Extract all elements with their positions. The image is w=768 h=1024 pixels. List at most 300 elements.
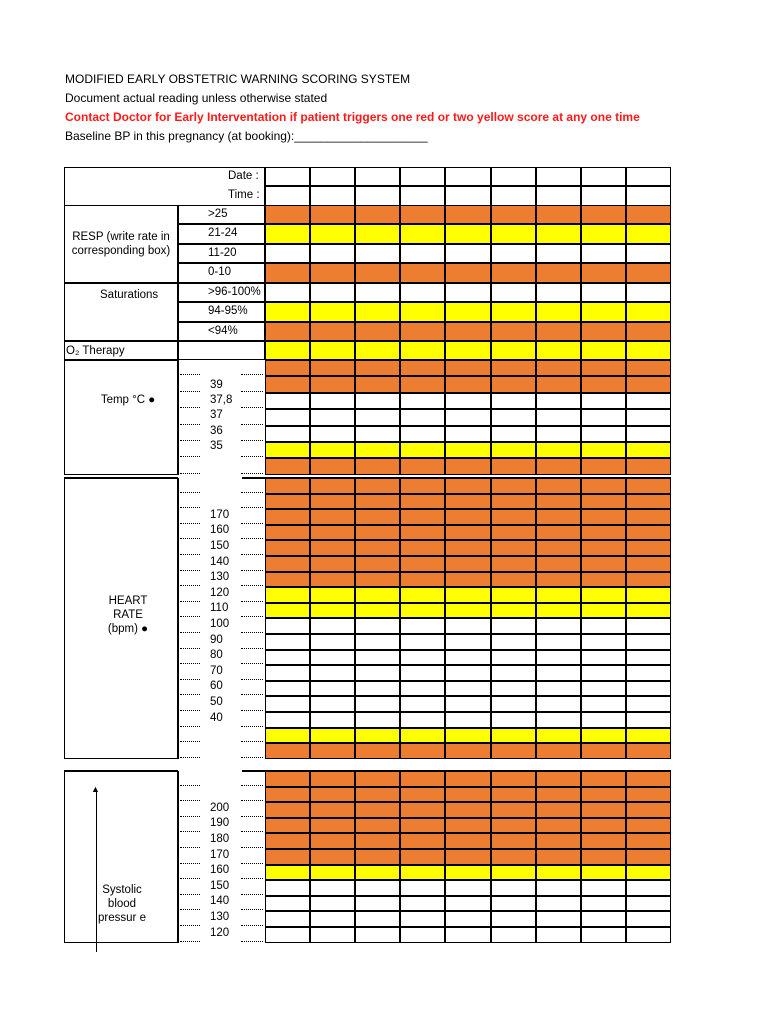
score-cell[interactable]: [265, 509, 310, 525]
score-cell[interactable]: [626, 818, 671, 834]
score-cell[interactable]: [355, 603, 400, 619]
score-cell[interactable]: [445, 360, 490, 376]
score-cell[interactable]: [310, 728, 355, 744]
score-cell[interactable]: [310, 833, 355, 849]
score-cell[interactable]: [581, 818, 626, 834]
score-cell[interactable]: [626, 681, 671, 697]
score-cell[interactable]: [491, 478, 536, 494]
score-cell[interactable]: [581, 712, 626, 728]
time-entry-cell[interactable]: [581, 186, 626, 205]
score-cell[interactable]: [491, 927, 536, 943]
score-cell[interactable]: [536, 509, 581, 525]
score-cell[interactable]: [491, 650, 536, 666]
score-cell[interactable]: [581, 205, 626, 224]
score-cell[interactable]: [310, 634, 355, 650]
score-cell[interactable]: [355, 360, 400, 376]
score-cell[interactable]: [581, 224, 626, 243]
score-cell[interactable]: [536, 572, 581, 588]
score-cell[interactable]: [536, 458, 581, 474]
score-cell[interactable]: [581, 556, 626, 572]
score-cell[interactable]: [445, 205, 490, 224]
score-cell[interactable]: [265, 681, 310, 697]
score-cell[interactable]: [355, 696, 400, 712]
score-cell[interactable]: [536, 376, 581, 392]
score-cell[interactable]: [445, 818, 490, 834]
score-cell[interactable]: [310, 603, 355, 619]
score-cell[interactable]: [310, 927, 355, 943]
score-cell[interactable]: [536, 263, 581, 282]
score-cell[interactable]: [265, 426, 310, 442]
score-cell[interactable]: [310, 302, 355, 321]
time-entry-cell[interactable]: [400, 186, 445, 205]
score-cell[interactable]: [265, 442, 310, 458]
score-cell[interactable]: [626, 393, 671, 409]
score-cell[interactable]: [445, 927, 490, 943]
score-cell[interactable]: [355, 634, 400, 650]
score-cell[interactable]: [536, 341, 581, 360]
date-entry-cell[interactable]: [581, 167, 626, 186]
score-cell[interactable]: [581, 478, 626, 494]
score-cell[interactable]: [265, 927, 310, 943]
score-cell[interactable]: [265, 525, 310, 541]
score-cell[interactable]: [400, 743, 445, 759]
score-cell[interactable]: [310, 409, 355, 425]
score-cell[interactable]: [400, 865, 445, 881]
score-cell[interactable]: [265, 802, 310, 818]
score-cell[interactable]: [310, 509, 355, 525]
score-cell[interactable]: [581, 618, 626, 634]
score-cell[interactable]: [491, 849, 536, 865]
score-cell[interactable]: [445, 302, 490, 321]
score-cell[interactable]: [445, 665, 490, 681]
score-cell[interactable]: [400, 302, 445, 321]
score-cell[interactable]: [265, 322, 310, 341]
score-cell[interactable]: [400, 802, 445, 818]
score-cell[interactable]: [491, 802, 536, 818]
score-cell[interactable]: [265, 572, 310, 588]
score-cell[interactable]: [491, 322, 536, 341]
score-cell[interactable]: [536, 360, 581, 376]
score-cell[interactable]: [491, 360, 536, 376]
score-cell[interactable]: [400, 509, 445, 525]
score-cell[interactable]: [310, 896, 355, 912]
score-cell[interactable]: [355, 787, 400, 803]
score-cell[interactable]: [536, 603, 581, 619]
date-entry-cell[interactable]: [310, 167, 355, 186]
score-cell[interactable]: [491, 818, 536, 834]
score-cell[interactable]: [400, 728, 445, 744]
score-cell[interactable]: [445, 494, 490, 510]
score-cell[interactable]: [310, 540, 355, 556]
score-cell[interactable]: [536, 787, 581, 803]
score-cell[interactable]: [581, 896, 626, 912]
score-cell[interactable]: [355, 244, 400, 263]
score-cell[interactable]: [626, 540, 671, 556]
score-cell[interactable]: [400, 880, 445, 896]
score-cell[interactable]: [445, 880, 490, 896]
date-entry-cell[interactable]: [265, 167, 310, 186]
score-cell[interactable]: [310, 880, 355, 896]
score-cell[interactable]: [626, 426, 671, 442]
score-cell[interactable]: [310, 525, 355, 541]
score-cell[interactable]: [626, 224, 671, 243]
score-cell[interactable]: [536, 927, 581, 943]
score-cell[interactable]: [355, 393, 400, 409]
score-cell[interactable]: [445, 263, 490, 282]
score-cell[interactable]: [445, 224, 490, 243]
score-cell[interactable]: [581, 865, 626, 881]
score-cell[interactable]: [310, 360, 355, 376]
score-cell[interactable]: [626, 927, 671, 943]
score-cell[interactable]: [626, 494, 671, 510]
score-cell[interactable]: [626, 478, 671, 494]
score-cell[interactable]: [445, 771, 490, 787]
score-cell[interactable]: [491, 525, 536, 541]
score-cell[interactable]: [445, 322, 490, 341]
score-cell[interactable]: [445, 283, 490, 302]
score-cell[interactable]: [445, 696, 490, 712]
score-cell[interactable]: [581, 650, 626, 666]
score-cell[interactable]: [581, 787, 626, 803]
score-cell[interactable]: [400, 341, 445, 360]
score-cell[interactable]: [445, 849, 490, 865]
score-cell[interactable]: [265, 880, 310, 896]
score-cell[interactable]: [355, 911, 400, 927]
score-cell[interactable]: [536, 556, 581, 572]
score-cell[interactable]: [265, 833, 310, 849]
score-cell[interactable]: [536, 833, 581, 849]
score-cell[interactable]: [491, 341, 536, 360]
score-cell[interactable]: [310, 426, 355, 442]
score-cell[interactable]: [536, 205, 581, 224]
score-cell[interactable]: [626, 696, 671, 712]
score-cell[interactable]: [491, 634, 536, 650]
score-cell[interactable]: [626, 603, 671, 619]
time-entry-cell[interactable]: [626, 186, 671, 205]
score-cell[interactable]: [491, 572, 536, 588]
score-cell[interactable]: [310, 478, 355, 494]
score-cell[interactable]: [355, 478, 400, 494]
score-cell[interactable]: [355, 681, 400, 697]
score-cell[interactable]: [310, 865, 355, 881]
score-cell[interactable]: [626, 896, 671, 912]
score-cell[interactable]: [536, 696, 581, 712]
score-cell[interactable]: [265, 771, 310, 787]
score-cell[interactable]: [491, 833, 536, 849]
score-cell[interactable]: [355, 728, 400, 744]
score-cell[interactable]: [310, 681, 355, 697]
score-cell[interactable]: [581, 849, 626, 865]
score-cell[interactable]: [581, 603, 626, 619]
score-cell[interactable]: [310, 665, 355, 681]
score-cell[interactable]: [400, 911, 445, 927]
score-cell[interactable]: [265, 728, 310, 744]
score-cell[interactable]: [536, 587, 581, 603]
time-entry-cell[interactable]: [310, 186, 355, 205]
score-cell[interactable]: [445, 525, 490, 541]
score-cell[interactable]: [536, 802, 581, 818]
score-cell[interactable]: [355, 341, 400, 360]
date-entry-cell[interactable]: [536, 167, 581, 186]
score-cell[interactable]: [265, 818, 310, 834]
score-cell[interactable]: [355, 224, 400, 243]
score-cell[interactable]: [400, 896, 445, 912]
score-cell[interactable]: [536, 618, 581, 634]
score-cell[interactable]: [491, 712, 536, 728]
score-cell[interactable]: [581, 587, 626, 603]
time-entry-cell[interactable]: [536, 186, 581, 205]
score-cell[interactable]: [445, 376, 490, 392]
score-cell[interactable]: [581, 833, 626, 849]
score-cell[interactable]: [491, 696, 536, 712]
score-cell[interactable]: [400, 205, 445, 224]
score-cell[interactable]: [310, 743, 355, 759]
score-cell[interactable]: [445, 634, 490, 650]
score-cell[interactable]: [581, 341, 626, 360]
score-cell[interactable]: [265, 478, 310, 494]
score-cell[interactable]: [491, 244, 536, 263]
score-cell[interactable]: [310, 341, 355, 360]
score-cell[interactable]: [400, 525, 445, 541]
score-cell[interactable]: [445, 865, 490, 881]
score-cell[interactable]: [445, 442, 490, 458]
score-cell[interactable]: [536, 896, 581, 912]
score-cell[interactable]: [355, 283, 400, 302]
score-cell[interactable]: [400, 818, 445, 834]
score-cell[interactable]: [400, 787, 445, 803]
score-cell[interactable]: [400, 442, 445, 458]
score-cell[interactable]: [491, 618, 536, 634]
score-cell[interactable]: [581, 634, 626, 650]
score-cell[interactable]: [310, 650, 355, 666]
score-cell[interactable]: [536, 393, 581, 409]
score-cell[interactable]: [445, 458, 490, 474]
score-cell[interactable]: [536, 880, 581, 896]
score-cell[interactable]: [265, 393, 310, 409]
score-cell[interactable]: [536, 322, 581, 341]
score-cell[interactable]: [581, 302, 626, 321]
score-cell[interactable]: [536, 224, 581, 243]
score-cell[interactable]: [400, 603, 445, 619]
score-cell[interactable]: [581, 525, 626, 541]
score-cell[interactable]: [310, 556, 355, 572]
time-entry-cell[interactable]: [355, 186, 400, 205]
score-cell[interactable]: [355, 409, 400, 425]
score-cell[interactable]: [400, 587, 445, 603]
score-cell[interactable]: [355, 849, 400, 865]
score-cell[interactable]: [265, 540, 310, 556]
score-cell[interactable]: [265, 618, 310, 634]
score-cell[interactable]: [581, 360, 626, 376]
score-cell[interactable]: [581, 409, 626, 425]
score-cell[interactable]: [400, 572, 445, 588]
score-cell[interactable]: [355, 540, 400, 556]
date-entry-cell[interactable]: [491, 167, 536, 186]
score-cell[interactable]: [265, 634, 310, 650]
score-cell[interactable]: [400, 540, 445, 556]
date-entry-cell[interactable]: [355, 167, 400, 186]
score-cell[interactable]: [536, 478, 581, 494]
score-cell[interactable]: [400, 833, 445, 849]
score-cell[interactable]: [355, 712, 400, 728]
score-cell[interactable]: [581, 283, 626, 302]
score-cell[interactable]: [445, 787, 490, 803]
score-cell[interactable]: [445, 393, 490, 409]
score-cell[interactable]: [310, 787, 355, 803]
score-cell[interactable]: [626, 205, 671, 224]
score-cell[interactable]: [310, 322, 355, 341]
score-cell[interactable]: [355, 525, 400, 541]
score-cell[interactable]: [355, 263, 400, 282]
score-cell[interactable]: [265, 787, 310, 803]
score-cell[interactable]: [265, 224, 310, 243]
score-cell[interactable]: [581, 927, 626, 943]
score-cell[interactable]: [400, 376, 445, 392]
score-cell[interactable]: [581, 322, 626, 341]
score-cell[interactable]: [626, 728, 671, 744]
score-cell[interactable]: [355, 442, 400, 458]
score-cell[interactable]: [536, 634, 581, 650]
score-cell[interactable]: [355, 509, 400, 525]
score-cell[interactable]: [536, 771, 581, 787]
score-cell[interactable]: [581, 540, 626, 556]
score-cell[interactable]: [491, 603, 536, 619]
score-cell[interactable]: [491, 263, 536, 282]
score-cell[interactable]: [265, 205, 310, 224]
score-cell[interactable]: [310, 911, 355, 927]
score-cell[interactable]: [265, 283, 310, 302]
score-cell[interactable]: [445, 728, 490, 744]
score-cell[interactable]: [355, 927, 400, 943]
score-cell[interactable]: [355, 494, 400, 510]
score-cell[interactable]: [265, 665, 310, 681]
score-cell[interactable]: [445, 618, 490, 634]
score-cell[interactable]: [626, 787, 671, 803]
score-cell[interactable]: [355, 833, 400, 849]
score-cell[interactable]: [355, 572, 400, 588]
score-cell[interactable]: [310, 572, 355, 588]
score-cell[interactable]: [310, 263, 355, 282]
score-cell[interactable]: [355, 880, 400, 896]
score-cell[interactable]: [265, 650, 310, 666]
score-cell[interactable]: [400, 849, 445, 865]
score-cell[interactable]: [581, 665, 626, 681]
score-cell[interactable]: [626, 587, 671, 603]
score-cell[interactable]: [355, 205, 400, 224]
score-cell[interactable]: [400, 681, 445, 697]
score-cell[interactable]: [491, 681, 536, 697]
score-cell[interactable]: [581, 426, 626, 442]
score-cell[interactable]: [445, 478, 490, 494]
score-cell[interactable]: [536, 665, 581, 681]
score-cell[interactable]: [445, 911, 490, 927]
score-cell[interactable]: [626, 665, 671, 681]
score-cell[interactable]: [491, 728, 536, 744]
date-entry-cell[interactable]: [626, 167, 671, 186]
score-cell[interactable]: [581, 880, 626, 896]
score-cell[interactable]: [400, 712, 445, 728]
score-cell[interactable]: [491, 743, 536, 759]
score-cell[interactable]: [626, 263, 671, 282]
score-cell[interactable]: [355, 587, 400, 603]
score-cell[interactable]: [265, 556, 310, 572]
score-cell[interactable]: [400, 426, 445, 442]
score-cell[interactable]: [445, 426, 490, 442]
score-cell[interactable]: [265, 341, 310, 360]
score-cell[interactable]: [491, 494, 536, 510]
score-cell[interactable]: [626, 865, 671, 881]
score-cell[interactable]: [626, 802, 671, 818]
score-cell[interactable]: [536, 865, 581, 881]
score-cell[interactable]: [626, 833, 671, 849]
score-cell[interactable]: [626, 409, 671, 425]
score-cell[interactable]: [355, 426, 400, 442]
score-cell[interactable]: [581, 771, 626, 787]
score-cell[interactable]: [400, 283, 445, 302]
score-cell[interactable]: [400, 224, 445, 243]
score-cell[interactable]: [491, 458, 536, 474]
score-cell[interactable]: [536, 302, 581, 321]
score-cell[interactable]: [626, 376, 671, 392]
score-cell[interactable]: [491, 587, 536, 603]
score-cell[interactable]: [310, 849, 355, 865]
score-cell[interactable]: [491, 442, 536, 458]
score-cell[interactable]: [355, 818, 400, 834]
score-cell[interactable]: [310, 205, 355, 224]
score-cell[interactable]: [265, 263, 310, 282]
score-cell[interactable]: [265, 865, 310, 881]
score-cell[interactable]: [581, 728, 626, 744]
score-cell[interactable]: [491, 224, 536, 243]
score-cell[interactable]: [400, 927, 445, 943]
score-cell[interactable]: [400, 494, 445, 510]
score-cell[interactable]: [265, 849, 310, 865]
date-entry-cell[interactable]: [400, 167, 445, 186]
score-cell[interactable]: [310, 442, 355, 458]
score-cell[interactable]: [310, 244, 355, 263]
score-cell[interactable]: [626, 849, 671, 865]
score-cell[interactable]: [445, 540, 490, 556]
score-cell[interactable]: [310, 618, 355, 634]
score-cell[interactable]: [491, 771, 536, 787]
score-cell[interactable]: [491, 865, 536, 881]
score-cell[interactable]: [581, 494, 626, 510]
score-cell[interactable]: [355, 896, 400, 912]
score-cell[interactable]: [265, 458, 310, 474]
score-cell[interactable]: [265, 494, 310, 510]
score-cell[interactable]: [536, 712, 581, 728]
score-cell[interactable]: [581, 244, 626, 263]
score-cell[interactable]: [581, 509, 626, 525]
score-cell[interactable]: [265, 603, 310, 619]
score-cell[interactable]: [355, 376, 400, 392]
score-cell[interactable]: [626, 556, 671, 572]
score-cell[interactable]: [310, 818, 355, 834]
score-cell[interactable]: [445, 712, 490, 728]
score-cell[interactable]: [536, 743, 581, 759]
score-cell[interactable]: [265, 743, 310, 759]
score-cell[interactable]: [310, 458, 355, 474]
score-cell[interactable]: [491, 302, 536, 321]
score-cell[interactable]: [400, 634, 445, 650]
score-cell[interactable]: [310, 224, 355, 243]
score-cell[interactable]: [355, 802, 400, 818]
score-cell[interactable]: [400, 360, 445, 376]
score-cell[interactable]: [445, 509, 490, 525]
score-cell[interactable]: [626, 302, 671, 321]
score-cell[interactable]: [491, 665, 536, 681]
score-cell[interactable]: [265, 376, 310, 392]
